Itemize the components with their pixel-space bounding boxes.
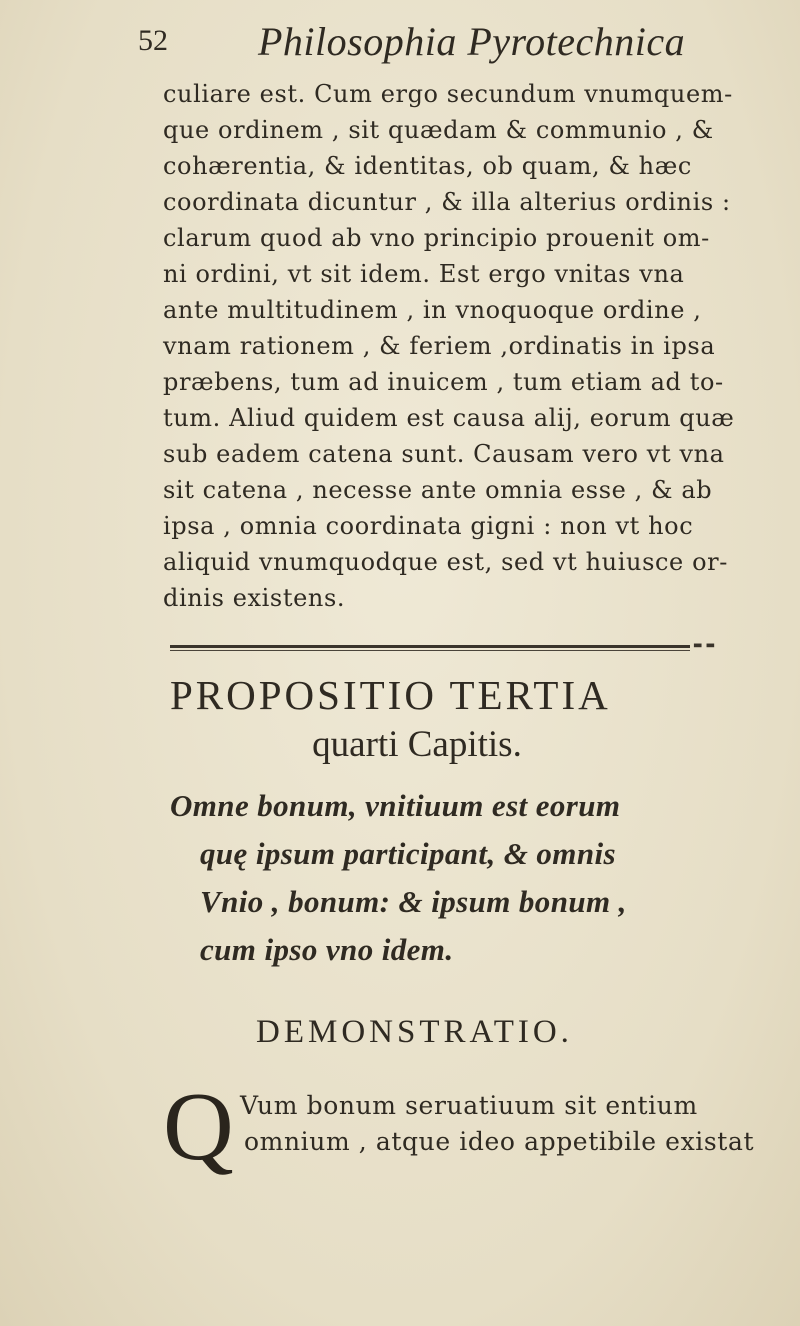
body-line: sub eadem catena sunt. Causam vero vt vna	[163, 440, 725, 468]
body-line: cohærentia, & identitas, ob quam, & hæc	[163, 152, 692, 180]
body-line: ipsa , omnia coordinata gigni : non vt hoc	[163, 512, 694, 540]
demonstration-title: DEMONSTRATIO.	[256, 1014, 573, 1050]
body-line: que ordinem , sit quædam & communio , &	[163, 116, 714, 144]
divider-ornament: ▬ ▬	[693, 640, 716, 651]
page-number: 52	[138, 24, 168, 57]
proposition-line: cum ipso vno idem.	[200, 932, 454, 967]
proposition-line: quę ipsum participant, & omnis	[200, 836, 616, 871]
running-head: Philosophia Pyrotechnica	[258, 19, 686, 64]
body-line: præbens, tum ad inuicem , tum etiam ad to-	[163, 368, 724, 396]
section-subheading: quarti Capitis.	[312, 724, 522, 765]
demonstration-line: omnium , atque ideo appetibile existat	[244, 1127, 755, 1156]
proposition-text	[170, 782, 790, 974]
demonstration-line: Vum bonum seruatiuum sit entium	[240, 1091, 698, 1120]
body-line: culiare est. Cum ergo secundum vnumquem-	[163, 80, 733, 108]
body-line: aliquid vnumquodque est, sed vt huiusce or-	[163, 548, 728, 576]
proposition-line: Vnio , bonum: & ipsum bonum ,	[200, 884, 627, 919]
body-line: ni ordini, vt sit idem. Est ergo vnitas vna	[163, 260, 685, 288]
body-line: ante multitudinem , in vnoquoque ordine ,	[163, 296, 702, 324]
body-line: sit catena , necesse ante omnia esse , & ab	[163, 476, 713, 504]
body-line: tum. Aliud quidem est causa alij, eorum quæ	[163, 404, 735, 432]
body-line: vnam rationem , & feriem ,ordinatis in ipsa	[163, 332, 716, 360]
body-text	[163, 76, 763, 616]
body-line: clarum quod ab vno principio prouenit om-	[163, 224, 710, 252]
proposition-line: Omne bonum, vnitiuum est eorum	[170, 788, 621, 823]
section-heading: PROPOSITIO TERTIA	[170, 672, 611, 718]
body-line: coordinata dicuntur , & illa alterius ordinis :	[163, 188, 731, 216]
page-header	[138, 14, 698, 74]
drop-cap-initial: Q	[163, 1073, 234, 1181]
demonstration-text	[240, 1088, 780, 1160]
section-divider-rule	[170, 645, 690, 648]
body-line: dinis existens.	[163, 584, 346, 612]
